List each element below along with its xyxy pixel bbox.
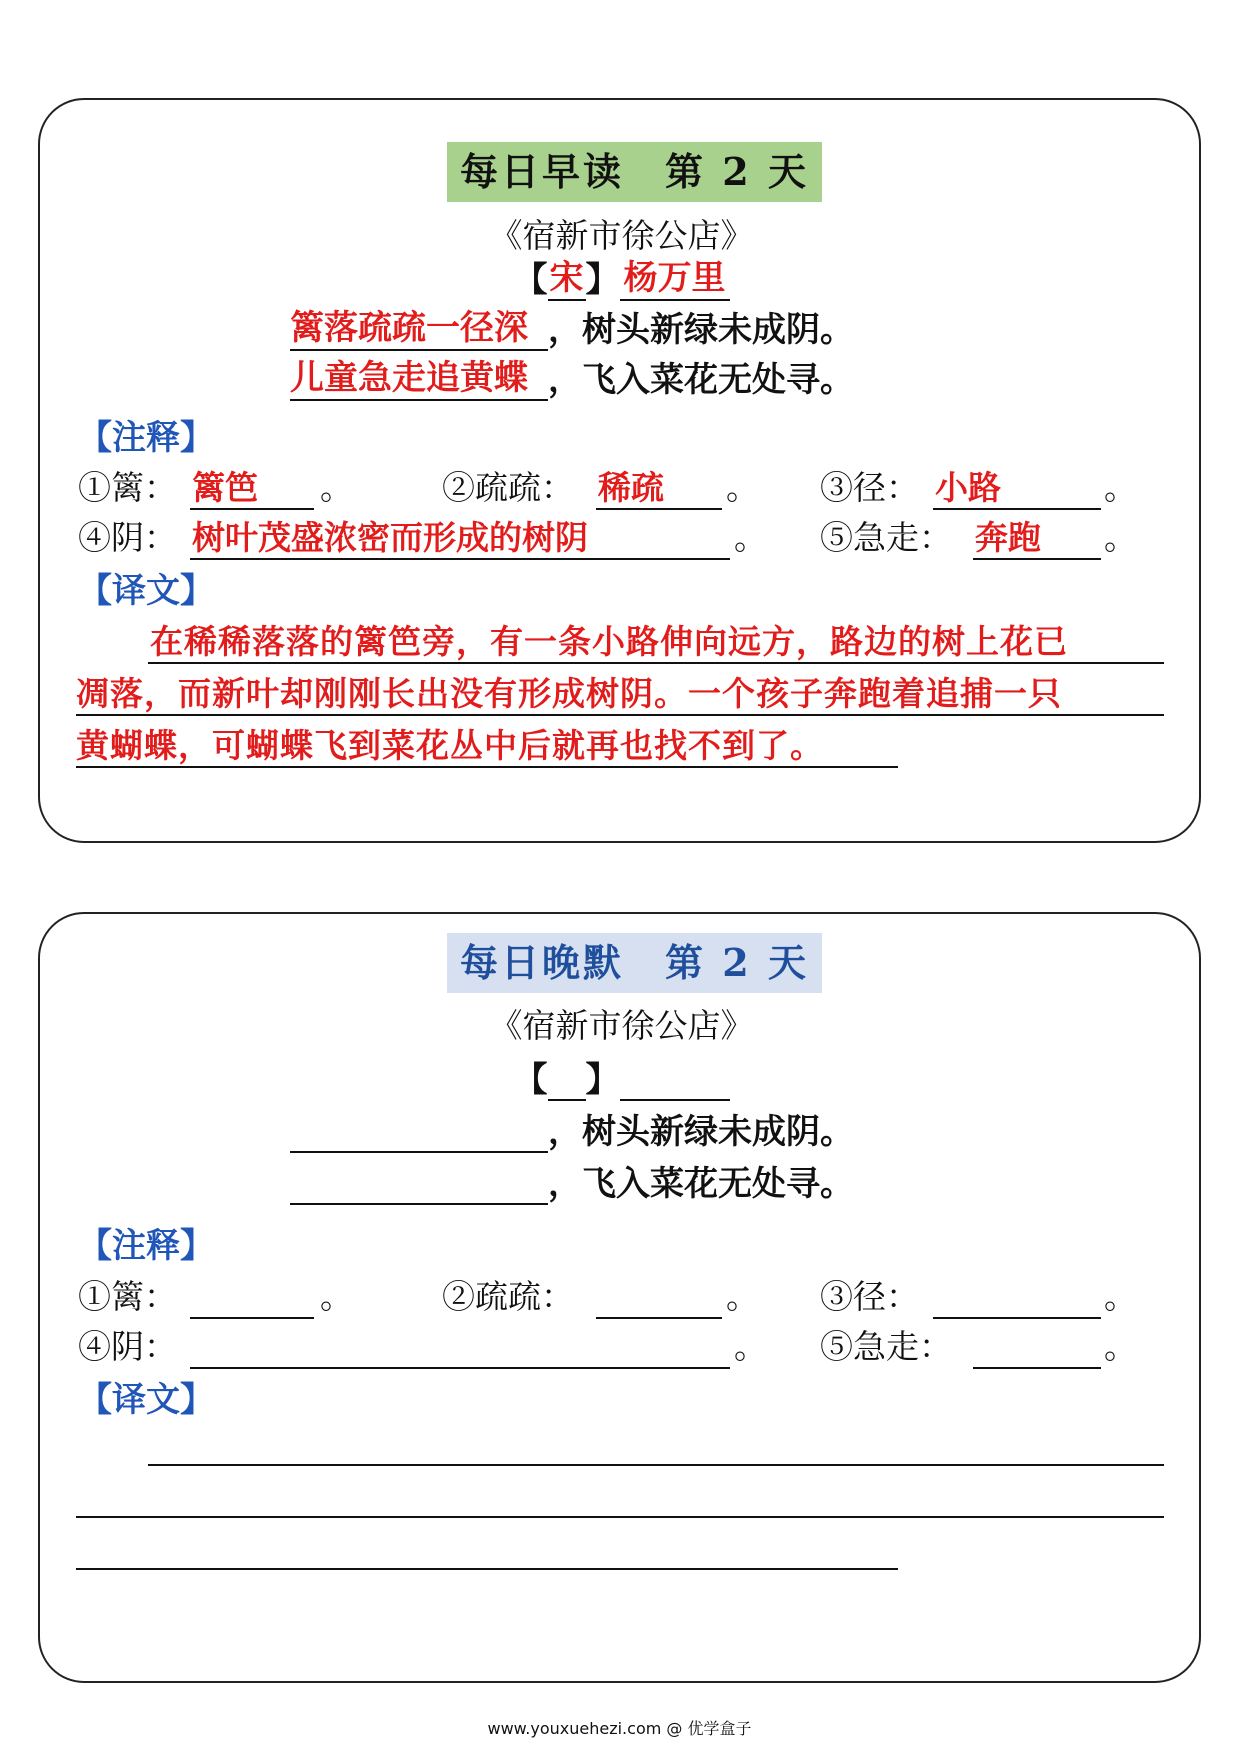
- translation-line-1: 在稀稀落落的篱笆旁，有一条小路伸向远方，路边的树上花已: [150, 622, 1068, 661]
- note-4-input[interactable]: [190, 1367, 730, 1369]
- author-blank[interactable]: [620, 1063, 730, 1101]
- translation-header: 【译文】: [78, 571, 214, 611]
- note-1-label: ①篱：: [78, 468, 177, 507]
- note-4-underline: [190, 558, 730, 560]
- poem-title: 《宿新市徐公店》: [489, 216, 754, 255]
- note-1-underline: [190, 508, 314, 510]
- translation-input-line-3[interactable]: [76, 1568, 898, 1570]
- poem-line-2-answer: 儿童急走追黄蝶: [290, 350, 548, 401]
- note-1-input[interactable]: [190, 1317, 314, 1319]
- note-4-label: ④阴：: [78, 518, 177, 557]
- note-5-input[interactable]: [973, 1367, 1101, 1369]
- note-3-label: ③径：: [820, 468, 919, 507]
- poem-title-blank: 《宿新市徐公店》: [489, 1006, 754, 1045]
- note-4-label-blank: ④阴：: [78, 1327, 177, 1366]
- evening-banner: 每日晚默 第 2 天: [447, 933, 822, 993]
- note-5-label-blank: ⑤急走：: [820, 1327, 952, 1366]
- poem-line-2-input[interactable]: [290, 1165, 548, 1205]
- note-2-label-blank: ②疏疏：: [442, 1277, 574, 1316]
- note-2-answer: 稀疏: [598, 468, 664, 507]
- poem-author-row-blank: 【 】: [40, 1052, 1203, 1101]
- poem-line-1-answer: 篱落疏疏一径深: [290, 300, 548, 351]
- translation-line-2: 凋落，而新叶却刚刚长出没有形成树阴。一个孩子奔跑着追捕一只: [76, 674, 1062, 713]
- translation-header-blank: 【译文】: [78, 1380, 214, 1420]
- translation-line-3: 黄蝴蝶，可蝴蝶飞到菜花丛中后就再也找不到了。: [76, 726, 824, 765]
- poem-line-1: 篱落疏疏一径深 ，树头新绿未成阴。: [290, 300, 854, 351]
- footer-watermark: www.youxuehezi.com @ 优学盒子: [487, 1719, 752, 1738]
- dynasty-answer: 宋: [548, 250, 586, 301]
- morning-banner: 每日早读 第 2 天: [447, 142, 822, 202]
- evening-dictation-card: 每日晚默 第 2 天 《宿新市徐公店》 【 】 ，树头新绿未成阴。 ，飞入菜花无处寻。 【注释】 ①篱： 。 ②疏疏： 。 ③径： 。 ④阴： 。 ⑤急走： 。 【译文】: [38, 912, 1201, 1683]
- note-3-answer: 小路: [935, 468, 1001, 507]
- notes-header: 【注释】: [78, 418, 214, 458]
- poem-author-row: 【宋】 杨万里: [40, 250, 1203, 301]
- poem-line-2-blank: ，飞入菜花无处寻。: [290, 1156, 854, 1205]
- author-answer: 杨万里: [620, 250, 730, 301]
- translation-input-line-2[interactable]: [76, 1516, 1164, 1518]
- note-3-label-blank: ③径：: [820, 1277, 919, 1316]
- note-3-underline: [933, 508, 1101, 510]
- note-5-underline: [973, 558, 1101, 560]
- note-5-answer: 奔跑: [975, 518, 1041, 557]
- note-3-input[interactable]: [933, 1317, 1101, 1319]
- note-2-underline: [596, 508, 722, 510]
- note-1-label-blank: ①篱：: [78, 1277, 177, 1316]
- note-2-input[interactable]: [596, 1317, 722, 1319]
- notes-header-blank: 【注释】: [78, 1226, 214, 1266]
- morning-reading-card: 每日早读 第 2 天 《宿新市徐公店》 【宋】 杨万里 篱落疏疏一径深 ，树头新绿未成阴。 儿童急走追黄蝶 ，飞入菜花无处寻。 【注释】 ①篱： 篱笆 。 ②疏疏： 稀疏 。 ③径： 小路 。 ④阴： 树叶茂盛浓密而形成的树阴 。 ⑤急走： 奔跑 。 【译文】 在稀稀落落的篱笆旁，有一条小路伸向远方，路边的树上花已 凋落，而新叶却刚刚长出没有形成树阴。一个孩子奔跑着追捕一只 黄蝴蝶，可蝴蝶飞到菜花丛中后就再也找不到了。: [38, 98, 1201, 843]
- note-5-label: ⑤急走：: [820, 518, 952, 557]
- translation-input-line-1[interactable]: [148, 1464, 1164, 1466]
- note-4-answer: 树叶茂盛浓密而形成的树阴: [192, 518, 588, 557]
- poem-line-1-blank: ，树头新绿未成阴。: [290, 1104, 854, 1153]
- poem-line-1-input[interactable]: [290, 1113, 548, 1153]
- note-2-label: ②疏疏：: [442, 468, 574, 507]
- note-1-answer: 篱笆: [192, 468, 258, 507]
- poem-line-2: 儿童急走追黄蝶 ，飞入菜花无处寻。: [290, 350, 854, 401]
- dynasty-blank[interactable]: [548, 1063, 586, 1101]
